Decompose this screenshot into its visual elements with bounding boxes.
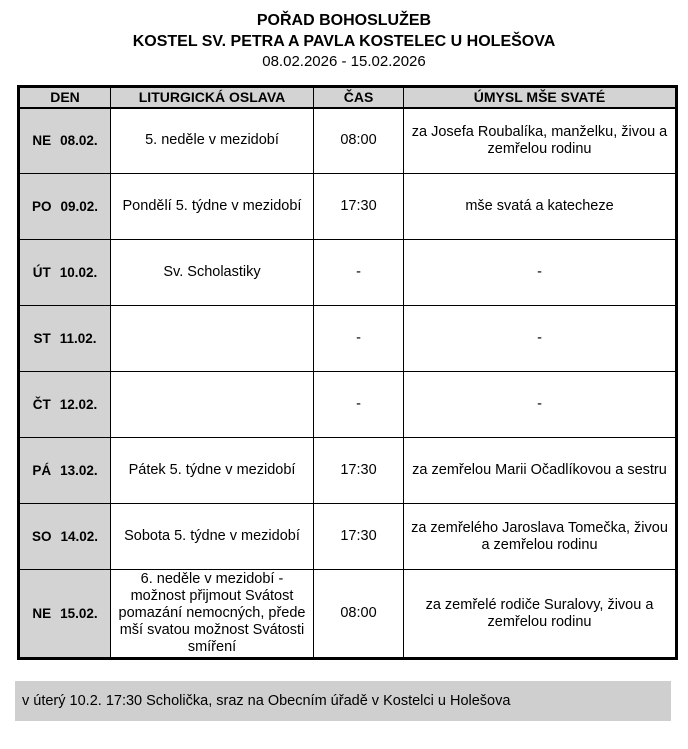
day-abbr: NE	[32, 606, 52, 621]
schedule-table	[17, 85, 678, 660]
col-header-intention: ÚMYSL MŠE SVATÉ	[404, 87, 677, 108]
intention-cell: mše svatá a katecheze	[404, 174, 677, 240]
schedule-head	[19, 87, 677, 108]
col-header-day: DEN	[19, 87, 111, 108]
table-row	[19, 504, 677, 570]
day-abbr: ÚT	[32, 265, 51, 280]
intention-cell: -	[404, 306, 677, 372]
title-block	[0, 0, 688, 72]
table-row	[19, 570, 677, 659]
time-cell: 08:00	[314, 570, 404, 659]
time-cell: 08:00	[314, 108, 404, 174]
table-row	[19, 108, 677, 174]
celebration-cell: Pondělí 5. týdne v mezidobí	[111, 174, 314, 240]
date-range: 08.02.2026 - 15.02.2026	[262, 53, 426, 70]
table-row	[19, 306, 677, 372]
table-row	[19, 438, 677, 504]
day-abbr: ČT	[32, 397, 51, 412]
celebration-cell	[111, 306, 314, 372]
intention-cell: -	[404, 240, 677, 306]
time-cell: 17:30	[314, 174, 404, 240]
celebration-cell: 6. neděle v mezidobí - možnost přijmout Svátost pomazání nemocných, přede mší svatou možnost Svátosti smíření	[111, 570, 314, 659]
schedule-body	[19, 108, 677, 659]
footer-note	[15, 681, 671, 721]
day-abbr: PO	[31, 199, 52, 214]
day-date: 09.02.	[60, 199, 99, 214]
table-row	[19, 240, 677, 306]
day-cell	[19, 570, 111, 659]
intention-cell: za zemřelou Marii Očadlíkovou a sestru	[404, 438, 677, 504]
time-cell: -	[314, 240, 404, 306]
footer-note-text: v úterý 10.2. 17:30 Scholička, sraz na Obecním úřadě v Kostelci u Holešova	[22, 693, 511, 709]
day-date: 14.02.	[60, 529, 99, 544]
day-cell	[19, 306, 111, 372]
header-row	[19, 87, 677, 108]
celebration-cell: 5. neděle v mezidobí	[111, 108, 314, 174]
day-cell	[19, 438, 111, 504]
col-header-celebration: LITURGICKÁ OSLAVA	[111, 87, 314, 108]
celebration-cell	[111, 372, 314, 438]
day-date: 08.02.	[60, 133, 98, 149]
day-abbr: NE	[32, 133, 52, 149]
day-cell	[19, 504, 111, 570]
day-date: 11.02.	[59, 331, 97, 346]
day-abbr: SO	[31, 529, 52, 544]
intention-cell: za zemřelé rodiče Suralovy, živou a zemřelou rodinu	[404, 570, 677, 659]
day-abbr: ST	[33, 331, 51, 346]
church-name: KOSTEL SV. PETRA A PAVLA KOSTELEC U HOLEŠOVA	[132, 33, 556, 50]
time-cell: -	[314, 372, 404, 438]
celebration-cell: Sv. Scholastiky	[111, 240, 314, 306]
table-row	[19, 174, 677, 240]
intention-cell: za zemřelého Jaroslava Tomečka, živou a zemřelou rodinu	[404, 504, 677, 570]
table-row	[19, 372, 677, 438]
col-header-time: ČAS	[314, 87, 404, 108]
day-cell	[19, 174, 111, 240]
day-cell	[19, 372, 111, 438]
celebration-cell: Pátek 5. týdne v mezidobí	[111, 438, 314, 504]
page-title: POŘAD BOHOSLUŽEB	[256, 12, 432, 29]
time-cell: 17:30	[314, 438, 404, 504]
day-cell	[19, 240, 111, 306]
time-cell: -	[314, 306, 404, 372]
day-date: 12.02.	[59, 397, 98, 412]
intention-cell: -	[404, 372, 677, 438]
day-date: 13.02.	[60, 463, 98, 478]
day-abbr: PÁ	[32, 463, 52, 478]
day-date: 15.02.	[60, 606, 98, 621]
day-date: 10.02.	[59, 265, 98, 280]
time-cell: 17:30	[314, 504, 404, 570]
intention-cell: za Josefa Roubalíka, manželku, živou a zemřelou rodinu	[404, 108, 677, 174]
celebration-cell: Sobota 5. týdne v mezidobí	[111, 504, 314, 570]
day-cell	[19, 108, 111, 174]
